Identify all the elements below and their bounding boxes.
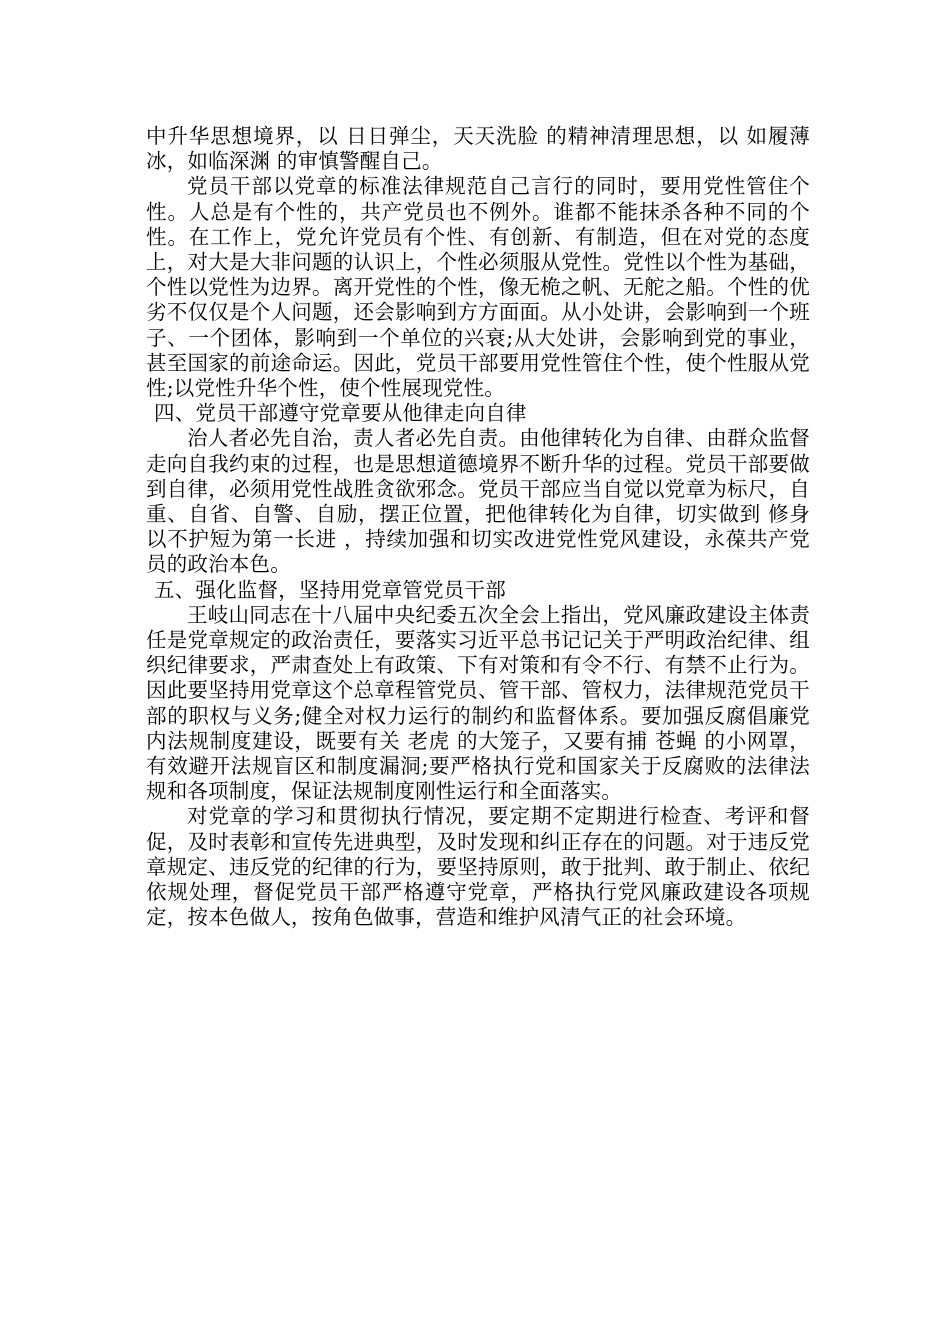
paragraph-continuation: 中升华思想境界，以 日日弹尘，天天洗脸 的精神清理思想，以 如履薄冰，如临深渊 的审慎警醒自己。 (146, 124, 810, 174)
section-heading-5: 五、强化监督，坚持用党章管党员干部 (154, 577, 506, 602)
paragraph-party-spirit: 党员干部以党章的标准法律规范自己言行的同时，要用党性管住个性。人总是有个性的，共产党员也不例外。谁都不能抹杀各种不同的个性。在工作上，党允许党员有个性、有创新、有制造，但在对党的态度上，对大是大非问题的认识上，个性必须服从党性。党性以个性为基础，个性以党性为边界。离开党性的个性，像无桅之帆、无舵之船。个性的优劣不仅仅是个人问题，还会影响到方方面面。从小处讲，会影响到一个班子、一个团体，影响到一个单位的兴衰;从大处讲，会影响到党的事业，甚至国家的前途命运。因此，党员干部要用党性管住个性，使个性服从党性;以党性升华个性，使个性展现党性。 (146, 174, 810, 401)
paragraph-supervision: 王岐山同志在十八届中央纪委五次全会上指出，党风廉政建设主体责任是党章规定的政治责任，要落实习近平总书记记关于严明政治纪律、组织纪律要求，严肃查处上有政策、下有对策和有令不行、有禁不止行为。因此要坚持用党章这个总章程管党员、管干部、管权力，法律规范党员干部的职权与义务;健全对权力运行的制约和监督体系。要加强反腐倡廉党内法规制度建设，既要有关 老虎 的大笼子，又要有捕 苍蝇 的小网罩，有效避开法规盲区和制度漏洞;要严格执行党和国家关于反腐败的法律法规和各项制度，保证法规制度刚性运行和全面落实。 (146, 602, 810, 804)
document-body (146, 124, 810, 931)
paragraph-inspection: 对党章的学习和贯彻执行情况，要定期不定期进行检查、考评和督促，及时表彰和宣传先进典型，及时发现和纠正存在的问题。对于违反党章规定、违反党的纪律的行为，要坚持原则，敢于批判、敢于制止、依纪依规处理，督促党员干部严格遵守党章，严格执行党风廉政建设各项规定，按本色做人，按角色做事，营造和维护风清气正的社会环境。 (146, 804, 810, 930)
paragraph-self-discipline: 治人者必先自治，责人者必先自责。由他律转化为自律、由群众监督走向自我约束的过程，也是思想道德境界不断升华的过程。党员干部要做到自律，必须用党性战胜贪欲邪念。党员干部应当自觉以党章为标尺，自重、自省、自警、自励，摆正位置，把他律转化为自律，切实做到 修身以不护短为第一长进 ，持续加强和切实改进党性党风建设，永葆共产党员的政治本色。 (146, 426, 810, 577)
section-heading-4: 四、党员干部遵守党章要从他律走向自律 (154, 401, 527, 426)
